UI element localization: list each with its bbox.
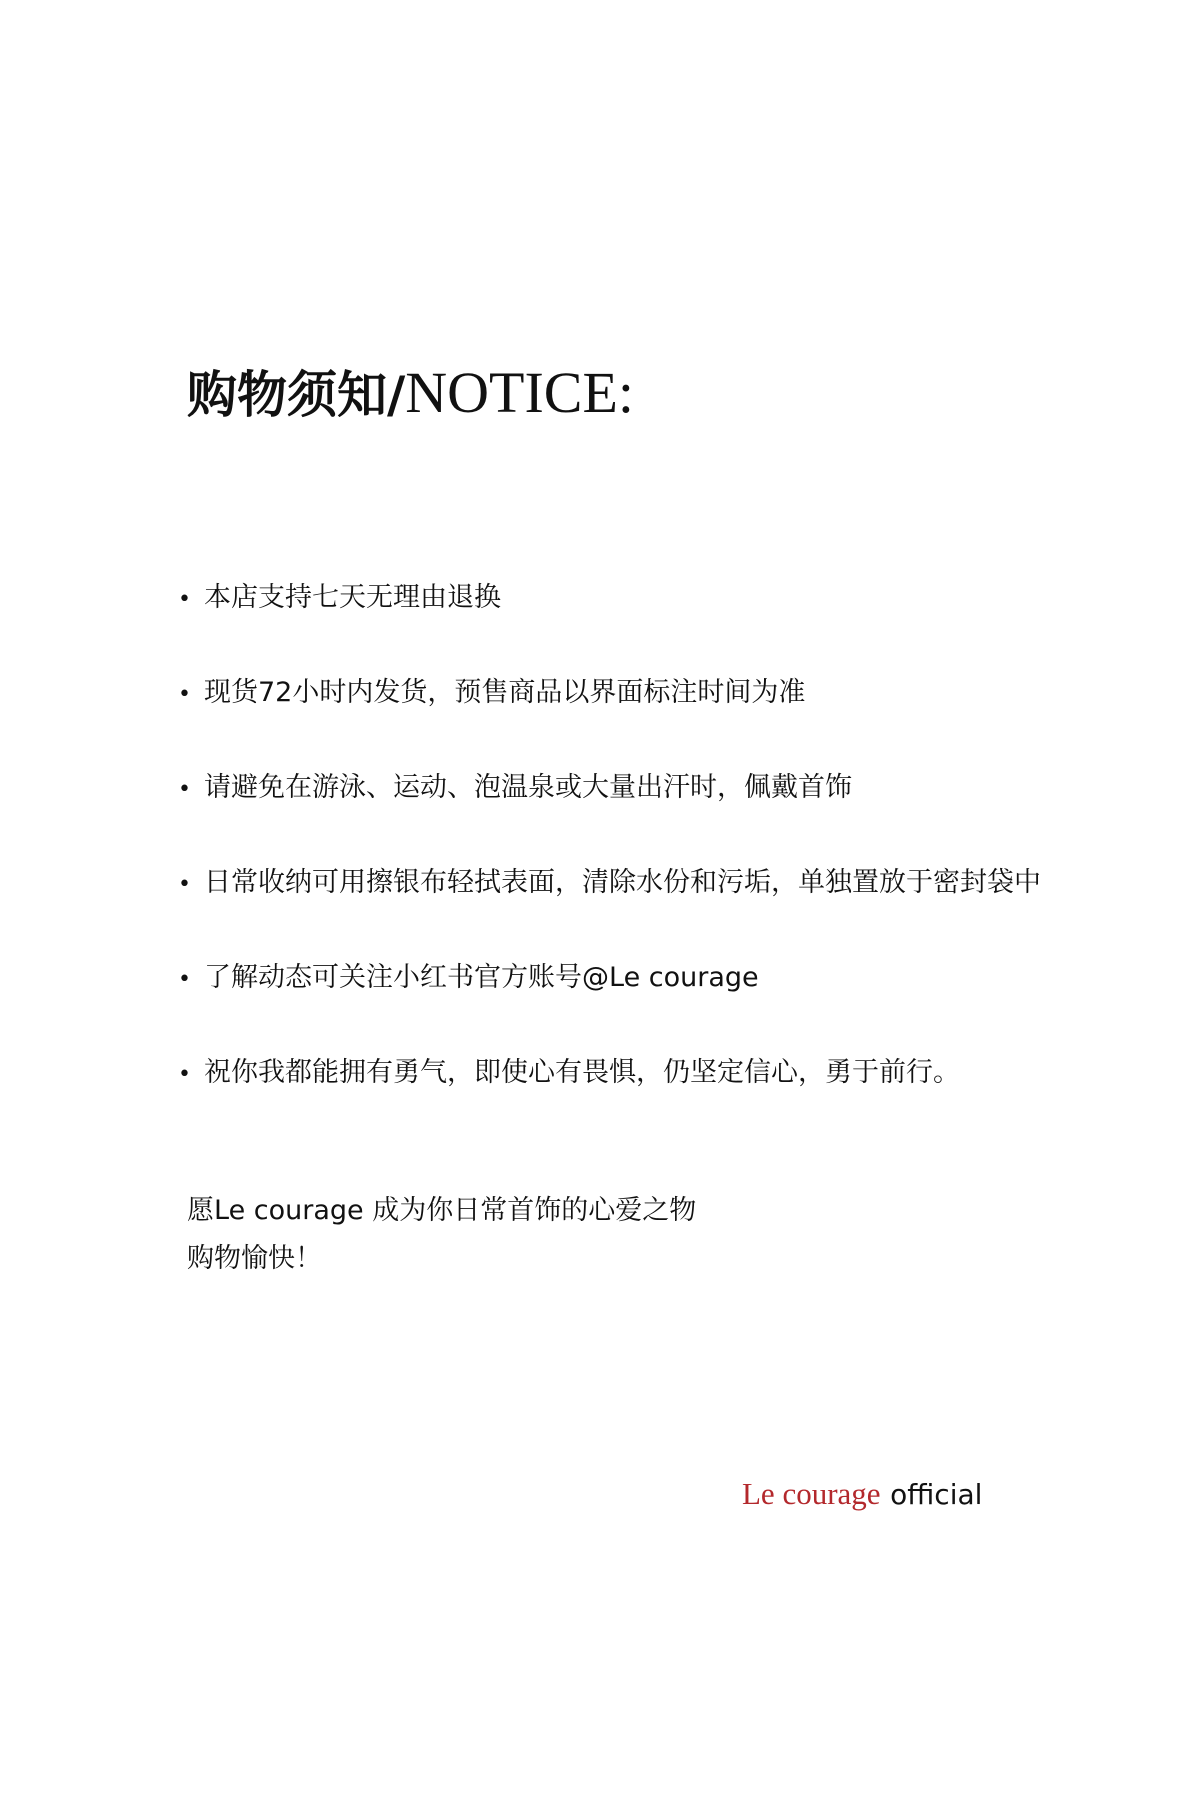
notice-item [178, 863, 1041, 903]
notice-list [178, 578, 1041, 1093]
notice-text: 了解动态可关注小红书官方账号@Le courage [204, 962, 759, 993]
closing-line-wish: 愿Le courage 成为你日常首饰的心爱之物 [187, 1195, 697, 1226]
notice-item [178, 673, 1041, 713]
closing-line-greeting: 购物愉快！ [187, 1243, 322, 1274]
bullet-icon: • [178, 872, 191, 897]
notice-item [178, 958, 1041, 998]
notice-item [178, 1053, 1041, 1093]
notice-text: 请避免在游泳、运动、泡温泉或大量出汗时，佩戴首饰 [204, 772, 852, 803]
title-chinese: 购物须知/ [187, 366, 406, 424]
brand-suffix: official [890, 1478, 983, 1511]
bullet-icon: • [178, 587, 191, 612]
brand-signature [742, 1474, 982, 1515]
bullet-icon: • [178, 777, 191, 802]
notice-text: 现货72小时内发货，预售商品以界面标注时间为准 [204, 677, 806, 708]
notice-item [178, 768, 1041, 808]
notice-text: 本店支持七天无理由退换 [204, 582, 501, 613]
bullet-icon: • [178, 1062, 191, 1087]
notice-text: 日常收纳可用擦银布轻拭表面，清除水份和污垢，单独置放于密封袋中 [204, 867, 1041, 898]
page-title [187, 358, 634, 430]
closing-message [187, 1187, 696, 1283]
bullet-icon: • [178, 682, 191, 707]
brand-name: Le courage [742, 1476, 881, 1511]
bullet-icon: • [178, 967, 191, 992]
title-english: NOTICE: [405, 360, 635, 425]
notice-item [178, 578, 1041, 618]
notice-text: 祝你我都能拥有勇气，即使心有畏惧，仍坚定信心，勇于前行。 [204, 1057, 960, 1088]
